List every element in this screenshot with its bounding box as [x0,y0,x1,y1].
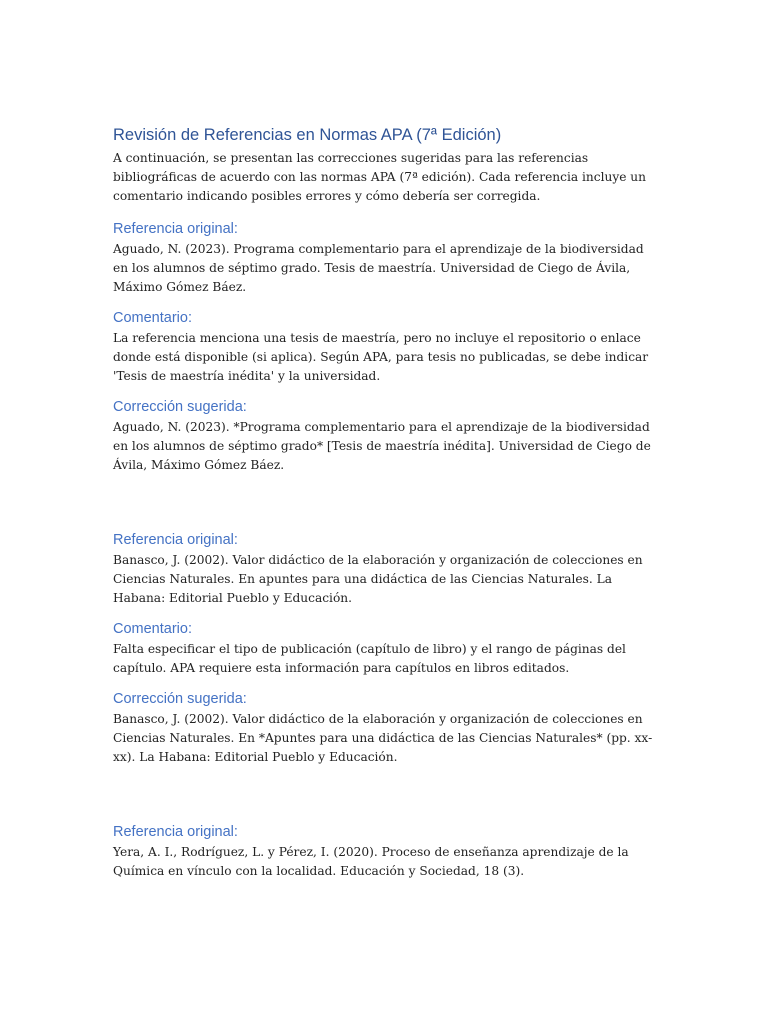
original-reference-section [113,531,658,608]
comment-heading: Comentario: [113,621,192,637]
original-reference-heading: Referencia original: [113,532,238,548]
document-title: Revisión de Referencias en Normas APA (7ª Edición) [113,126,502,144]
original-reference-heading: Referencia original: [113,824,238,840]
original-reference-section [113,220,658,297]
original-reference-text: Banasco, J. (2002). Valor didáctico de la elaboración y organización de colecciones en Ciencias Naturales. En apuntes para una didáctica de las Ciencias Naturales. La Habana: Editorial Pueblo y Educación. [113,553,643,605]
original-reference-section [113,823,658,881]
comment-text: La referencia menciona una tesis de maestría, pero no incluye el repositorio o enlace donde está disponible (si aplica). Según APA, para tesis no publicadas, se debe indicar 'Tesis de maestría inédita' y la universidad. [113,331,649,383]
comment-section [113,309,658,386]
original-reference-text: Yera, A. I., Rodríguez, L. y Pérez, I. (2020). Proceso de enseñanza aprendizaje de la Química en vínculo con la localidad. Educación y Sociedad, 18 (3). [113,845,629,878]
comment-heading: Comentario: [113,310,192,326]
suggested-correction-heading: Corrección sugerida: [113,399,247,415]
comment-text: Falta especificar el tipo de publicación (capítulo de libro) y el rango de páginas del capítulo. APA requiere esta información para capítulos en libros editados. [113,642,626,675]
suggested-correction-text: Banasco, J. (2002). Valor didáctico de la elaboración y organización de colecciones en Ciencias Naturales. En *Apuntes para una didáctica de las Ciencias Naturales* (pp. xx-xx). La Habana: Editorial Pueblo y Educación. [113,712,653,764]
intro-paragraph: A continuación, se presentan las correcciones sugeridas para las referencias bibliográficas de acuerdo con las normas APA (7ª edición). Cada referencia incluye un comentario indicando posibles errores y cómo debería ser corregida. [113,151,646,203]
suggested-correction-section [113,690,658,767]
reference-entry-3 [113,823,658,881]
suggested-correction-text: Aguado, N. (2023). *Programa complementario para el aprendizaje de la biodiversidad en los alumnos de séptimo grado* [Tesis de maestría inédita]. Universidad de Ciego de Ávila, Máximo Gómez Báez. [113,420,651,472]
reference-entry-1 [113,220,658,475]
suggested-correction-heading: Corrección sugerida: [113,691,247,707]
section-spacer [113,779,658,823]
suggested-correction-section [113,398,658,475]
reference-entry-2 [113,531,658,767]
original-reference-heading: Referencia original: [113,221,238,237]
original-reference-text: Aguado, N. (2023). Programa complementario para el aprendizaje de la biodiversidad en los alumnos de séptimo grado. Tesis de maestría. Universidad de Ciego de Ávila, Máximo Gómez Báez. [113,242,644,294]
comment-section [113,620,658,678]
document-page [113,124,658,893]
section-spacer [113,487,658,531]
